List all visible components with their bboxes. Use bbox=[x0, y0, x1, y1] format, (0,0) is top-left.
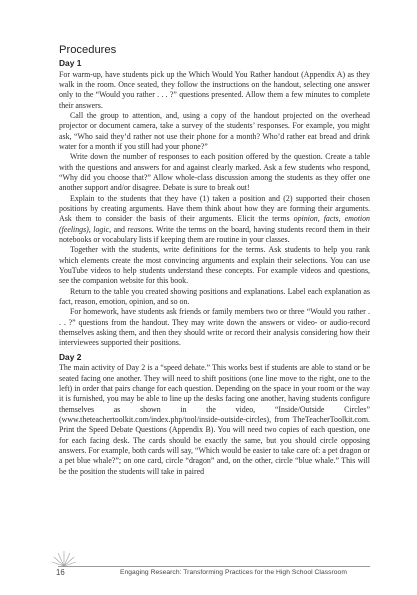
day1-paragraph-6: Return to the table you created showing positions and explanations. Label each explanation as fact, reason, emotion, opinion, and so on. bbox=[59, 286, 370, 307]
day1-paragraph-3: Write down the number of responses to each position offered by the question. Create a table with the questions and answers for and against clearly marked. Ask a few students who respond, “Why did you choose that?” Allow whole-class discussion among the students as they offer one another support and/or disagree. Debate is sure to break out! bbox=[59, 152, 370, 193]
day1-paragraph-5: Together with the students, write definitions for the terms. Ask students to help you rank which elements create the most convincing arguments and explain their selections. You can use YouTube videos to help students understand these concepts. For example videos and questions, see the companion website for this book. bbox=[59, 245, 370, 286]
day1-paragraph-4-intro: Explain to the students that they have (1) taken a position and (2) supported their chosen positions by creating arguments. Have them think about how they are forming their arguments. Ask them to consider the basis of their arguments. Elicit the terms bbox=[59, 193, 370, 224]
running-head: Engaging Research: Transforming Practices for the High School Classroom bbox=[120, 569, 347, 576]
page-number: 16 bbox=[56, 568, 65, 577]
sunburst-ornament-icon bbox=[50, 550, 78, 566]
day1-paragraph-4 bbox=[59, 194, 370, 246]
day1-heading: Day 1 bbox=[59, 58, 82, 68]
day2-paragraph: The main activity of Day 2 is a “speed debate.” This works best if students are able to stand or be seated facing one another. They will need to shift positions (one line move to the right, one to the left) in order that pairs change for each question. Depending on the space in your room or the way it is furnished, you may be able to line up the desks facing one another, having students configure themselves as shown in the video, “Inside/Outside Circles” (www.theteachertoolkit.com/index.php/tool/inside-outside-circles), from TheTeacherToolkit.com. Print the Speed Debate Questions (Appendix B). You will need two copies of each question, one for each facing desk. The cards should be exactly the same, but you should circle opposing answers. For example, both cards will say, “Which would be easier to take care of: a pet dragon or a pet blue whale?”; on one card, circle “dragon” and, on the other, circle “blue whale.” This will be the position the students will take in paired bbox=[59, 363, 370, 476]
day1-paragraph-1: For warm-up, have students pick up the Which Would You Rather handout (Appendix A) as they walk in the room. Once seated, they follow the instructions on the handout, selecting one answer only to the “Would you rather . . . ?” questions presented. Allow them a few minutes to complete their answers. bbox=[59, 69, 370, 110]
day1-paragraph-4-rest: Write the terms on the board, having students record them in their notebooks or vocabulary lists if keeping them are routine in your classes. bbox=[59, 224, 370, 244]
day2-heading: Day 2 bbox=[59, 351, 82, 362]
day1-paragraph-2: Call the group to attention, and, using a copy of the handout projected on the overhead projector or document camera, take a survey of the students’ responses. For example, you might ask, “Who said they’d rather not use their phone for a month? Who’d rather eat bread and drink water for a month if you still had your phone?” bbox=[59, 110, 370, 151]
section-heading: Procedures bbox=[59, 44, 117, 56]
argument-terms-and: and bbox=[113, 224, 125, 234]
argument-terms: opinion, facts, emotion (feelings), logic, bbox=[59, 214, 370, 234]
argument-terms-last: reasons. bbox=[127, 224, 154, 234]
page-body bbox=[59, 43, 370, 477]
day1-paragraph-7: For homework, have students ask friends or family members two or three “Would you rather . . . ?” questions from the handout. They may write down the answers or video- or audio-record themselves asking them, and then they should write or record their analysis considering how their interviewees supported their positions. bbox=[59, 307, 370, 348]
footer-rule bbox=[58, 566, 370, 567]
